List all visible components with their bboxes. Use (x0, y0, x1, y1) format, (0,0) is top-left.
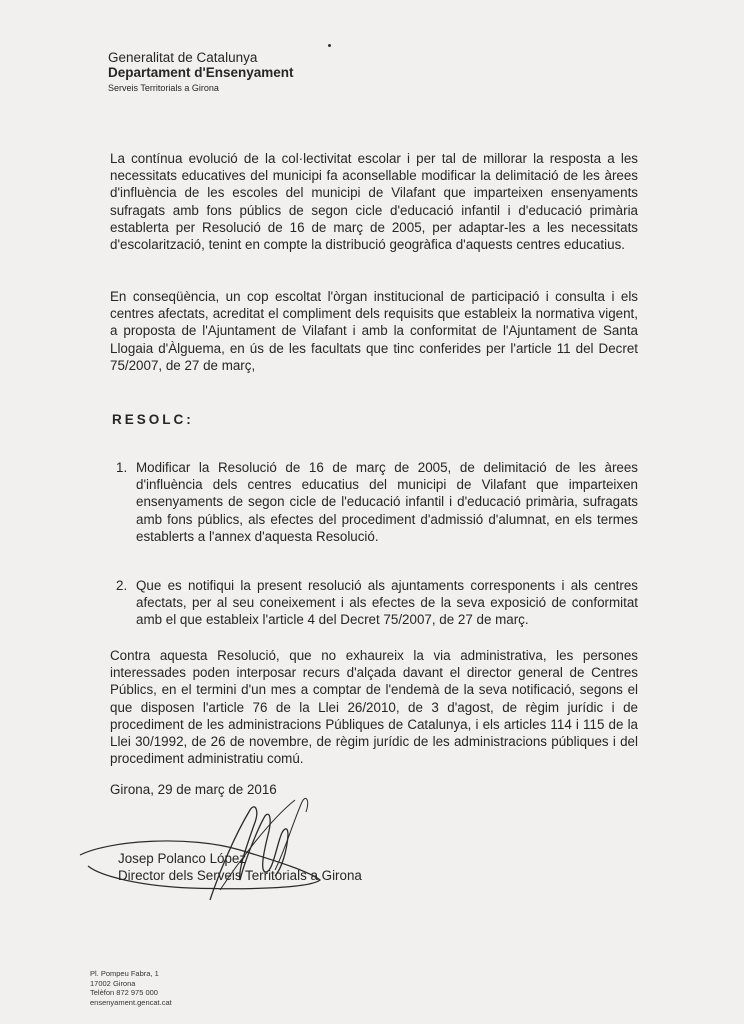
item-text: Modificar la Resolució de 16 de març de 2005, de delimitació de les àrees d'influència dels centres educatius del municipi de Vilafant que imparteixen ensenyaments de segon cicle de l'educació infantil i d'educació primària, sufragats amb fons públics, als efectes del procediment d'admissió d'alumnat, en els termes establerts a l'annex d'aquesta Resolució. (136, 460, 638, 544)
item-number: 2. (116, 578, 128, 593)
footer-postal: 17002 Girona (90, 978, 136, 988)
footer-web: ensenyament.gencat.cat (90, 997, 172, 1007)
services-name: Serveis Territorials a Girona (108, 83, 219, 93)
appeal-paragraph: Contra aquesta Resolució, que no exhaureix la via administrativa, les persones interessades poden interposar recurs d'alçada davant el director general de Centres Públics, en el termini d'un mes a comptar de l'endemà de la seva notificació, segons el que disposen l'article 76 de la Llei 26/2010, de 3 d'agost, de règim jurídic i de procediment de les administracions Públiques de Catalunya, i els articles 114 i 115 de la Llei 30/1992, de 26 de novembre, de règim jurídic de les administracions públiques i del procediment administratiu comú. (110, 648, 638, 767)
department-name: Departament d'Ensenyament (108, 65, 294, 80)
resolution-item-1 (116, 459, 638, 545)
footer-address (90, 969, 172, 1007)
letterhead (108, 50, 294, 94)
item-number: 1. (116, 460, 128, 475)
org-name: Generalitat de Catalunya (108, 50, 258, 65)
signer-block (118, 850, 362, 884)
intro-paragraph-1: La contínua evolució de la col·lectivitat escolar i per tal de millorar la resposta a les necessitats educatives del municipi fa aconsellable modificar la delimitació de les àrees d'influència de les escoles del municipi de Vilafant que imparteixen ensenyaments sufragats amb fons públics de segon cicle d'educació infantil i d'educació primària establerta per Resolució de 16 de març de 2005, per adaptar-les a les necessitats d'escolarització, tenint en compte la distribució geogràfica d'aquests centres educatius. (110, 151, 638, 253)
signer-title: Director dels Serveis Territorials a Girona (118, 868, 362, 883)
resolution-item-2 (116, 577, 638, 629)
footer-street: Pl. Pompeu Fabra, 1 (90, 969, 159, 978)
scan-speck (328, 44, 331, 47)
resolution-heading: RESOLC: (112, 412, 194, 427)
signer-name: Josep Polanco López (118, 851, 247, 866)
intro-paragraph-2: En conseqüència, un cop escoltat l'òrgan institucional de participació i consulta i els centres afectats, acreditat el compliment dels requisits que estableix la normativa vigent, a proposta de l'Ajuntament de Vilafant i amb la conformitat de l'Ajuntament de Santa Llogaia d'Àlguema, en ús de les facultats que tinc conferides per l'article 11 del Decret 75/2007, de 27 de març, (110, 289, 638, 373)
place-date: Girona, 29 de març de 2016 (110, 782, 277, 797)
footer-phone: Telèfon 872 975 000 (90, 988, 158, 998)
item-text: Que es notifiqui la present resolució als ajuntaments corresponents i als centres afectats, per al seu coneixement i als efectes de la seva exposició de conformitat amb el que estableix l'article 4 del Decret 75/2007, de 27 de març. (136, 578, 638, 628)
